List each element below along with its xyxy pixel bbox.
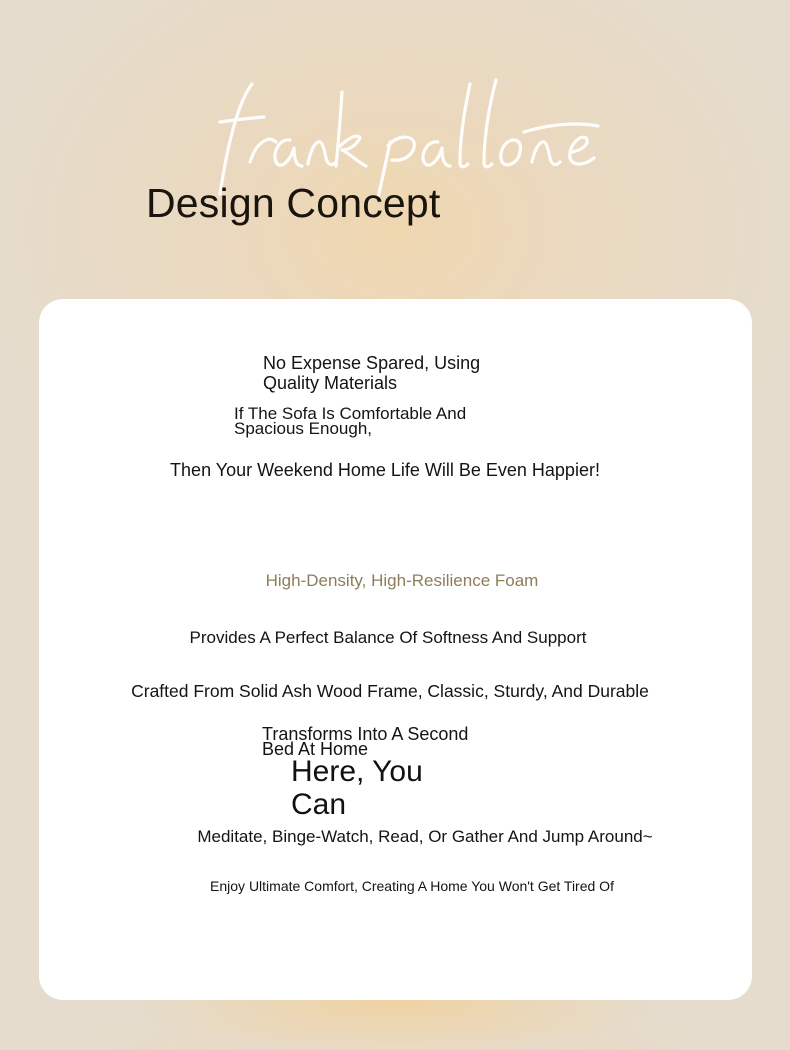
here-you-can-heading: Here, You Can	[291, 755, 423, 821]
softness-support-text: Provides A Perfect Balance Of Softness And Support	[189, 628, 587, 647]
activities-text: Meditate, Binge-Watch, Read, Or Gather And Jump Around~	[197, 827, 653, 846]
page-title: Design Concept	[146, 180, 441, 226]
weekend-home-text: Then Your Weekend Home Life Will Be Even Happier!	[170, 460, 600, 480]
ash-wood-frame-text: Crafted From Solid Ash Wood Frame, Classic, Sturdy, And Durable	[131, 681, 649, 701]
sofa-comfort-text: If The Sofa Is Comfortable And Spacious Enough,	[234, 404, 467, 438]
materials-text: No Expense Spared, Using Quality Materials	[263, 353, 481, 393]
foam-highlight: High-Density, High-Resilience Foam	[265, 571, 539, 590]
ultimate-comfort-text: Enjoy Ultimate Comfort, Creating A Home You Won't Get Tired Of	[210, 878, 614, 894]
second-bed-text: Transforms Into A Second Bed At Home	[262, 724, 469, 759]
